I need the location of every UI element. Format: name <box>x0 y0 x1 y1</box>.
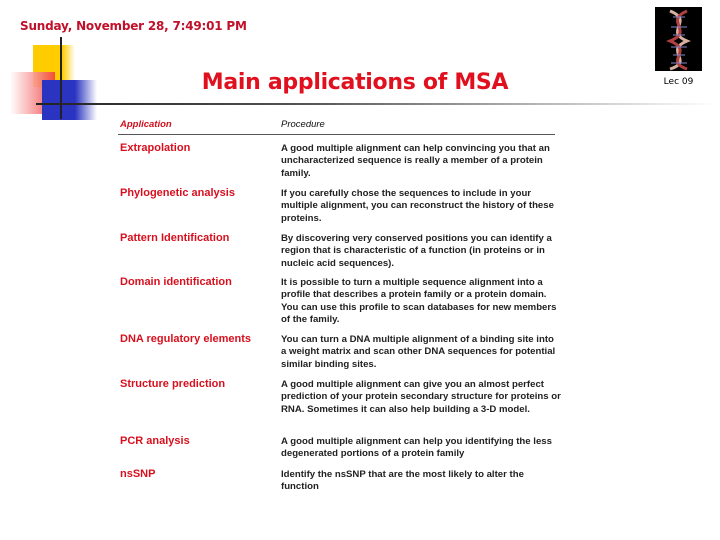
application-cell: DNA regulatory elements <box>120 333 252 345</box>
header-divider <box>118 134 555 135</box>
application-cell: Extrapolation <box>120 142 191 154</box>
application-cell: Pattern Identification <box>120 232 230 244</box>
column-header-procedure: Procedure <box>281 119 325 130</box>
title-underline <box>36 103 716 105</box>
lecture-label: Lec 09 <box>663 77 694 87</box>
dna-helix-image <box>655 7 702 71</box>
procedure-cell: A good multiple alignment can help convincing you that an uncharacterized sequence is really a member of a protein family. <box>281 143 550 179</box>
application-cell: Structure prediction <box>120 378 226 390</box>
decor-vertical-line <box>60 37 62 119</box>
procedure-cell: Identify the nsSNP that are the most likely to alter the function <box>281 469 524 493</box>
procedure-cell: A good multiple alignment can help you identifying the less degenerated portions of a protein family <box>281 436 552 460</box>
procedure-cell: If you carefully chose the sequences to include in your multiple alignment, you can reconstruct the history of these proteins. <box>281 188 554 224</box>
procedure-cell: It is possible to turn a multiple sequence alignment into a profile that describes a protein family or a protein domain. You can use this profile to scan databases for new members of the family. <box>281 277 557 325</box>
procedure-cell: You can turn a DNA multiple alignment of a binding site into a weight matrix and scan other DNA sequences for potential similar binding sites. <box>281 334 556 370</box>
application-cell: Domain identification <box>120 276 232 288</box>
application-cell: Phylogenetic analysis <box>120 187 235 199</box>
application-cell: nsSNP <box>120 468 156 480</box>
procedure-cell: A good multiple alignment can give you an almost perfect prediction of your protein secondary structure for proteins or RNA. Sometimes it can also help building a 3-D model. <box>281 379 561 415</box>
procedure-cell: By discovering very conserved positions you can identify a region that is characteristic of a function (in proteins or in nucleic acid sequences). <box>281 233 552 269</box>
application-cell: PCR analysis <box>120 435 190 447</box>
date-stamp: Sunday, November 28, 7:49:01 PM <box>20 19 247 33</box>
slide-title: Main applications of MSA <box>201 70 509 95</box>
decor-blue-square <box>42 80 97 120</box>
column-header-application: Application <box>120 119 172 130</box>
